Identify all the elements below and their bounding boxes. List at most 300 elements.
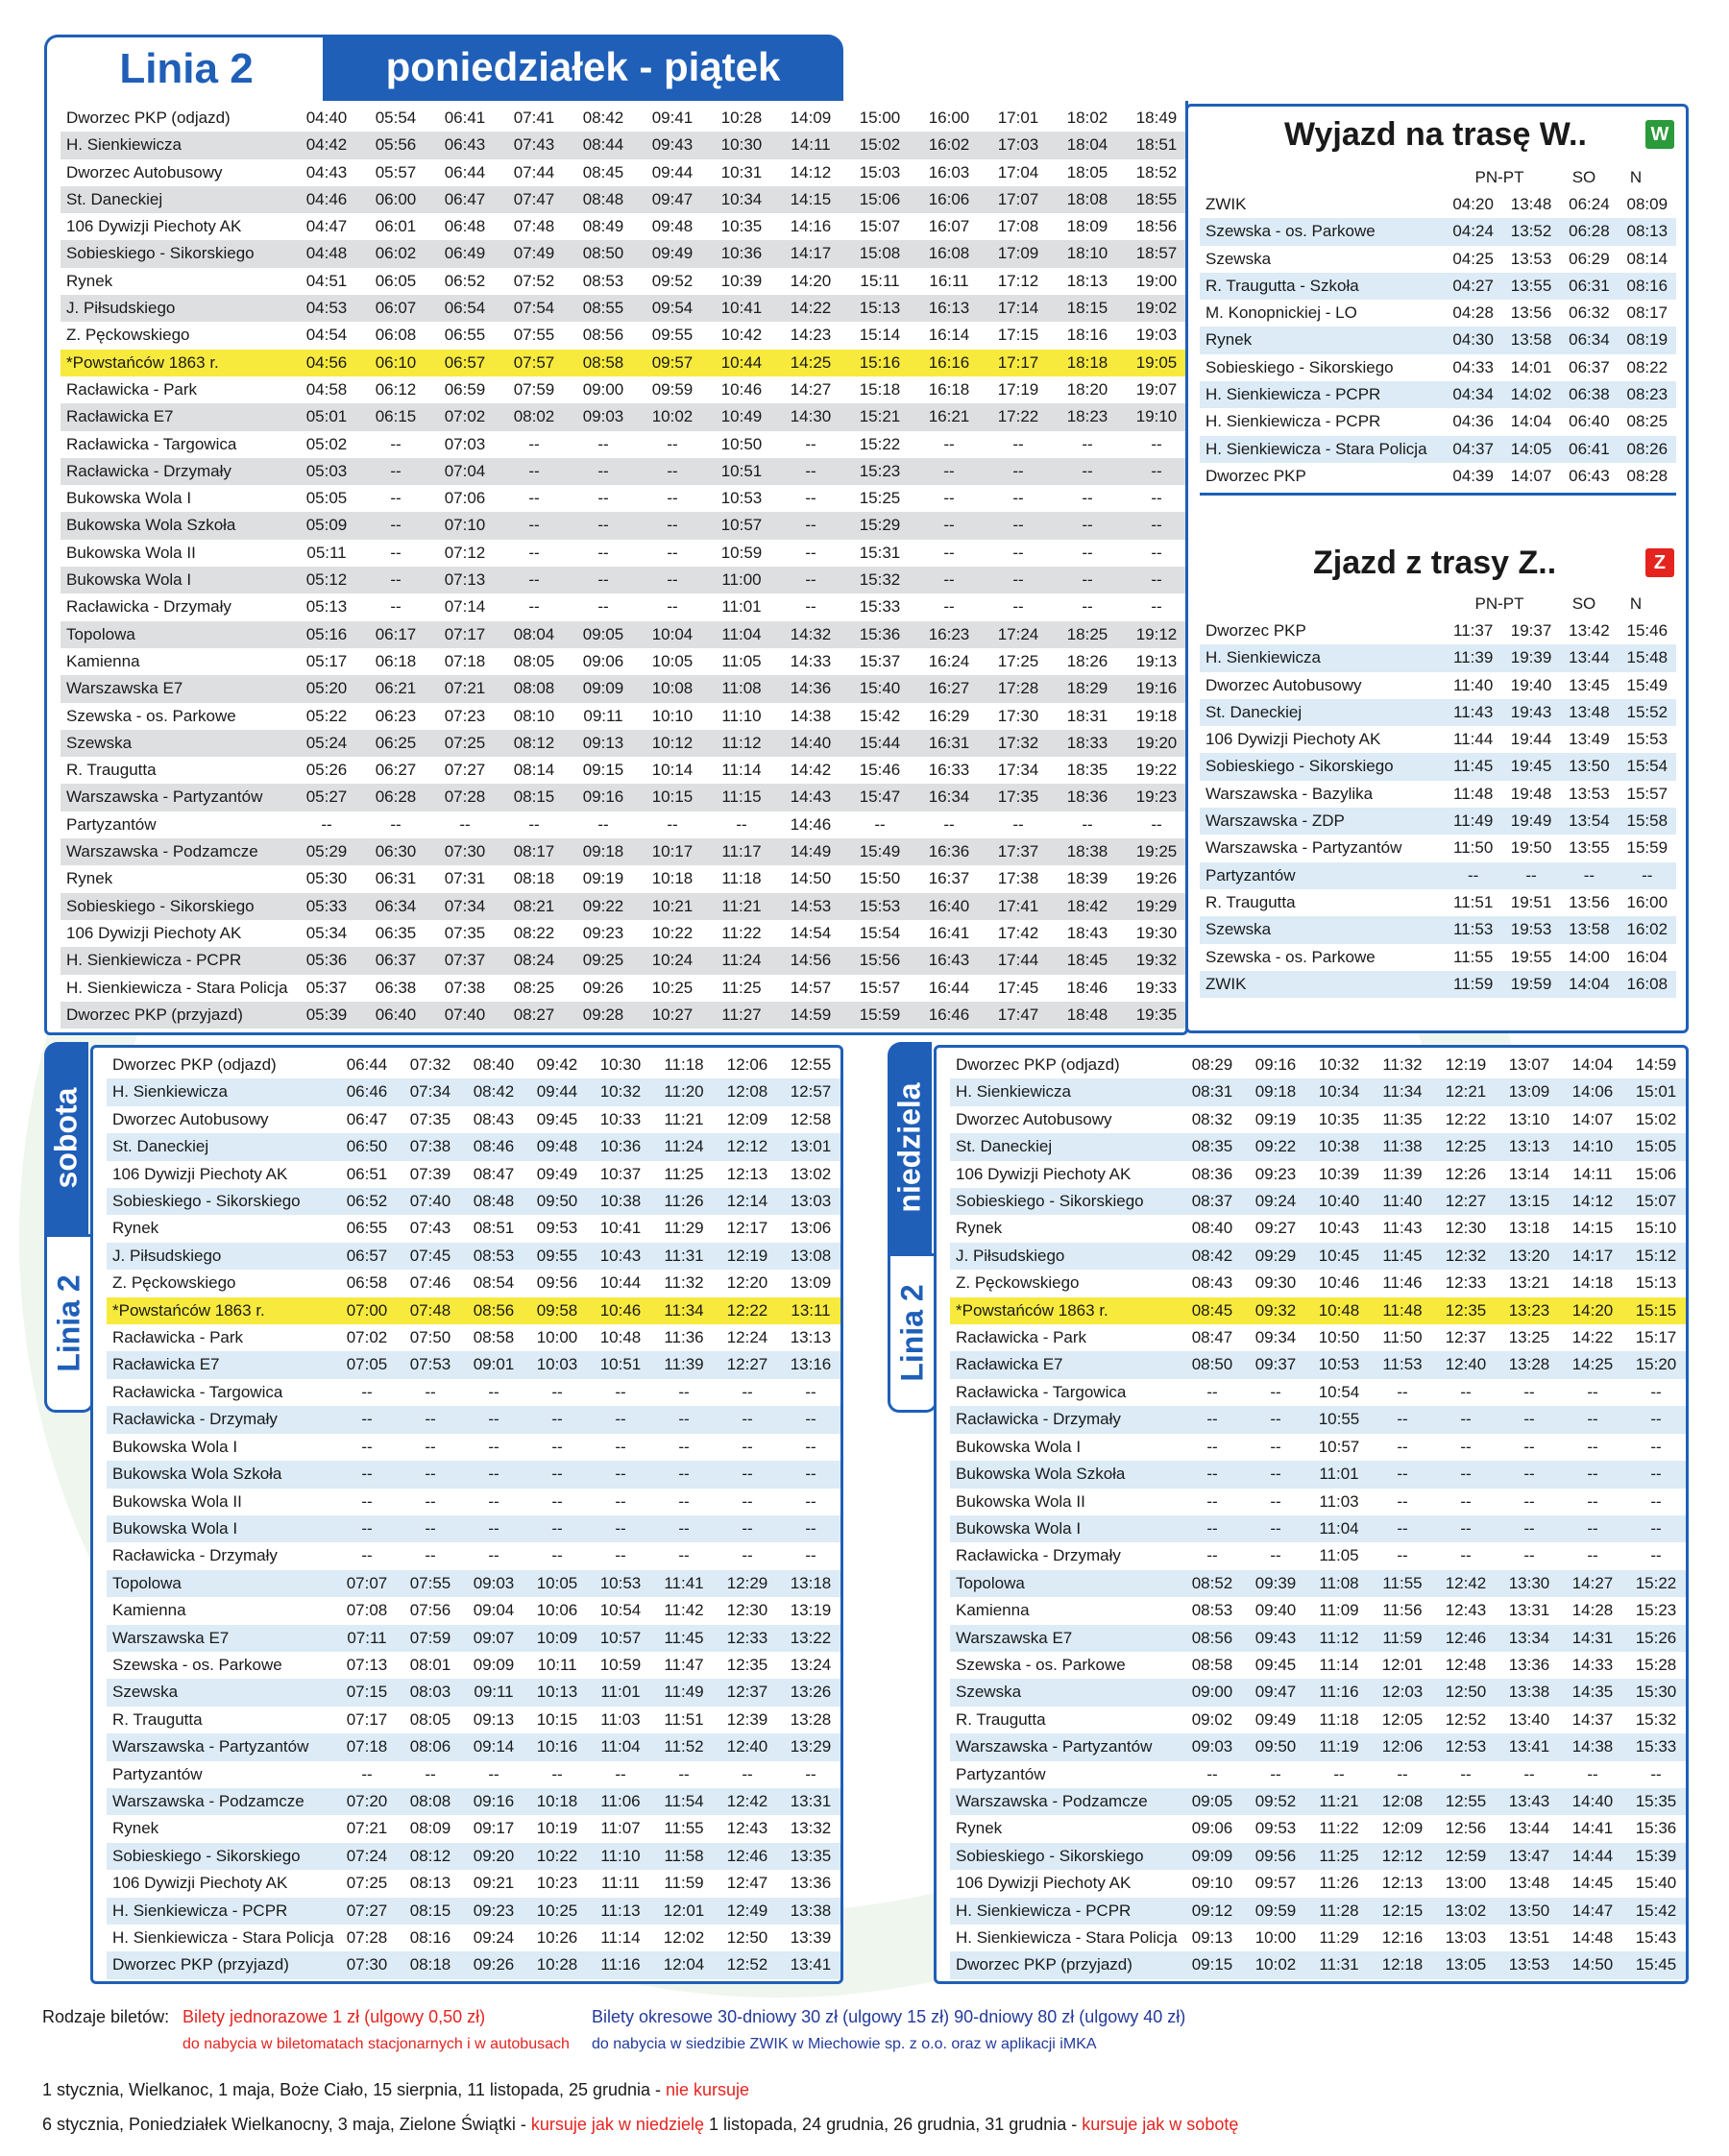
stop-name: Topolowa — [950, 1570, 1181, 1597]
departure-time: 11:49 — [1444, 808, 1501, 835]
departure-time: -- — [399, 1406, 462, 1433]
departure-time: 10:34 — [707, 186, 776, 213]
departure-time: 13:55 — [1502, 273, 1560, 300]
stop-name: St. Daneckiej — [107, 1133, 335, 1160]
departure-time: 07:55 — [399, 1570, 462, 1597]
departure-time: 07:40 — [399, 1188, 462, 1215]
departure-time: 10:19 — [525, 1815, 589, 1842]
departure-time: 11:51 — [652, 1707, 716, 1733]
table-row — [107, 1434, 842, 1461]
departure-time: 12:13 — [1371, 1870, 1434, 1897]
departure-time: 13:28 — [1498, 1351, 1561, 1378]
saturday-panel — [90, 1045, 843, 1984]
departure-time: 09:21 — [462, 1870, 525, 1897]
departure-time: 08:40 — [462, 1052, 525, 1078]
departure-time: 13:02 — [779, 1161, 842, 1188]
departure-time: -- — [589, 1406, 652, 1433]
stop-name: Racławicka E7 — [61, 403, 292, 430]
departure-time: -- — [1498, 1489, 1561, 1515]
departure-time: -- — [716, 1461, 779, 1488]
departure-time: 10:34 — [1307, 1078, 1371, 1105]
departure-time: 08:36 — [1181, 1161, 1244, 1188]
departure-time: 10:35 — [707, 213, 776, 240]
departure-time: -- — [779, 1461, 842, 1488]
departure-time: 15:48 — [1619, 644, 1676, 671]
departure-time: 12:20 — [716, 1270, 779, 1296]
departure-time: 10:35 — [1307, 1106, 1371, 1133]
departure-time: -- — [569, 812, 638, 838]
stop-name: Warszawska - Partyzantów — [107, 1733, 335, 1760]
table-row — [61, 186, 1188, 213]
departure-time: -- — [1624, 1542, 1688, 1569]
departure-time: 06:23 — [361, 703, 430, 730]
table-row — [107, 1351, 842, 1378]
departure-time: -- — [1122, 458, 1188, 485]
departure-time: 10:59 — [589, 1652, 652, 1679]
departure-time: -- — [1371, 1761, 1434, 1788]
departure-time: -- — [984, 485, 1053, 512]
table-row — [107, 1078, 842, 1105]
departure-time: 15:54 — [845, 920, 914, 947]
departure-time: 16:21 — [914, 403, 984, 430]
departure-time: 07:03 — [430, 431, 499, 458]
departure-time: 13:13 — [779, 1324, 842, 1351]
table-row — [950, 1707, 1688, 1733]
departure-time: 11:12 — [1307, 1625, 1371, 1652]
departure-time: 11:52 — [652, 1733, 716, 1760]
departure-time: 15:16 — [845, 350, 914, 376]
departure-time: 06:41 — [430, 105, 499, 132]
departure-time: 10:49 — [707, 403, 776, 430]
departure-time: 19:29 — [1122, 893, 1188, 920]
departure-time: 14:07 — [1561, 1106, 1624, 1133]
departure-time: 14:56 — [776, 947, 845, 974]
stop-name: Kamienna — [61, 648, 292, 675]
departure-time: 16:24 — [914, 648, 984, 675]
departure-time: 06:27 — [361, 757, 430, 784]
departure-time: 14:53 — [776, 893, 845, 920]
departure-time: 08:40 — [1181, 1215, 1244, 1242]
stop-name: Bukowska Wola II — [950, 1489, 1181, 1515]
departure-time: 09:17 — [462, 1815, 525, 1842]
departure-time: 10:46 — [589, 1297, 652, 1324]
departure-time: 09:15 — [569, 757, 638, 784]
stop-name: H. Sienkiewicza - Stara Policja — [107, 1925, 335, 1951]
departure-time: -- — [589, 1434, 652, 1461]
departure-time: 11:03 — [1307, 1489, 1371, 1515]
stop-name: H. Sienkiewicza - PCPR — [61, 947, 292, 974]
departure-time: -- — [1181, 1515, 1244, 1542]
departure-time: 07:59 — [399, 1625, 462, 1652]
departure-time: 15:21 — [845, 403, 914, 430]
departure-time: 07:27 — [430, 757, 499, 784]
table-row — [950, 1951, 1688, 1978]
departure-time: -- — [399, 1379, 462, 1406]
stop-name: Bukowska Wola I — [61, 567, 292, 594]
period-ticket: Bilety okresowe 30-dniowy 30 zł (ulgowy 15 zł) 90-dniowy 80 zł (ulgowy 40 zł) — [592, 2007, 1186, 2026]
departure-time: -- — [1122, 431, 1188, 458]
departure-time: 15:26 — [1624, 1625, 1688, 1652]
departure-time: -- — [845, 812, 914, 838]
departure-time: 14:35 — [1561, 1679, 1624, 1706]
departure-time: -- — [1434, 1406, 1498, 1433]
departure-time: 15:11 — [845, 268, 914, 295]
stop-name: Rynek — [61, 865, 292, 892]
wyjazd-badge: W — [1645, 120, 1674, 149]
departure-time: 07:13 — [430, 567, 499, 594]
departure-time: 17:47 — [984, 1002, 1053, 1029]
departure-time: 19:07 — [1122, 376, 1188, 403]
departure-time: 06:21 — [361, 675, 430, 702]
departure-time: 07:48 — [499, 213, 569, 240]
departure-time: 12:21 — [1434, 1078, 1498, 1105]
departure-time: 04:47 — [292, 213, 361, 240]
departure-time: 15:53 — [845, 893, 914, 920]
departure-time: 05:27 — [292, 784, 361, 811]
departure-time: 07:07 — [335, 1570, 399, 1597]
departure-time: -- — [716, 1761, 779, 1788]
stop-name: Warszawska - Partyzantów — [1200, 835, 1444, 861]
departure-time: 10:39 — [1307, 1161, 1371, 1188]
departure-time: 14:05 — [1502, 436, 1560, 463]
departure-time: 13:32 — [779, 1815, 842, 1842]
departure-time: 08:15 — [499, 784, 569, 811]
departure-time: 10:05 — [638, 648, 707, 675]
departure-time: 16:08 — [1619, 971, 1676, 998]
departure-time: -- — [1624, 1461, 1688, 1488]
single-ticket-note: do nabycia w biletomatach stacjonarnych i w autobusach — [183, 2036, 570, 2052]
departure-time: -- — [1498, 1461, 1561, 1488]
departure-time: 11:14 — [589, 1925, 652, 1951]
departure-time: 05:09 — [292, 512, 361, 539]
departure-time: 16:14 — [914, 322, 984, 349]
departure-time: 10:22 — [638, 920, 707, 947]
departure-time: 09:40 — [1244, 1597, 1307, 1624]
departure-time: 07:21 — [335, 1815, 399, 1842]
departure-time: 08:42 — [1181, 1243, 1244, 1270]
table-row — [107, 1542, 842, 1569]
saturday-tab-label: sobota — [48, 1087, 84, 1189]
departure-time: -- — [779, 1434, 842, 1461]
departure-time: 15:22 — [845, 431, 914, 458]
departure-time: -- — [335, 1434, 399, 1461]
departure-time: 18:39 — [1053, 865, 1122, 892]
table-row — [107, 1324, 842, 1351]
table-row — [107, 1733, 842, 1760]
departure-time: 13:44 — [1498, 1815, 1561, 1842]
departure-time: 11:39 — [1444, 644, 1501, 671]
departure-time: 17:03 — [984, 132, 1053, 158]
stop-name: Dworzec PKP (przyjazd) — [61, 1002, 292, 1029]
departure-time: -- — [1053, 594, 1122, 620]
single-ticket: Bilety jednorazowe 1 zł (ulgowy 0,50 zł) — [183, 2007, 486, 2026]
departure-time: 17:25 — [984, 648, 1053, 675]
departure-time: 14:11 — [776, 132, 845, 158]
table-row — [950, 1761, 1688, 1788]
departure-time: 09:23 — [569, 920, 638, 947]
departure-time: 11:38 — [1371, 1133, 1434, 1160]
departure-time: -- — [1244, 1461, 1307, 1488]
departure-time: 05:33 — [292, 893, 361, 920]
departure-time: -- — [589, 1489, 652, 1515]
departure-time: -- — [1434, 1434, 1498, 1461]
departure-time: 19:02 — [1122, 295, 1188, 322]
departure-time: 12:06 — [1371, 1733, 1434, 1760]
departure-time: -- — [1053, 567, 1122, 594]
departure-time: 05:26 — [292, 757, 361, 784]
departure-time: -- — [499, 458, 569, 485]
table-row — [107, 1161, 842, 1188]
departure-time: 05:56 — [361, 132, 430, 158]
stop-name: Rynek — [61, 268, 292, 295]
departure-time: 11:53 — [1371, 1351, 1434, 1378]
departure-time: 11:10 — [707, 703, 776, 730]
departure-time: 13:24 — [779, 1652, 842, 1679]
zjazd-col-pnpt: PN-PT — [1474, 594, 1524, 613]
departure-time: -- — [652, 1434, 716, 1461]
departure-time: 12:33 — [1434, 1270, 1498, 1296]
departure-time: 10:43 — [589, 1243, 652, 1270]
departure-time: 12:37 — [1434, 1324, 1498, 1351]
departure-time: 04:43 — [292, 159, 361, 186]
departure-time: 04:27 — [1444, 273, 1501, 300]
departure-time: 06:50 — [335, 1133, 399, 1160]
departure-time: 07:24 — [335, 1843, 399, 1870]
departure-time: 08:05 — [499, 648, 569, 675]
departure-time: -- — [707, 812, 776, 838]
zjazd-title: Zjazd z trasy Z.. — [1313, 545, 1557, 581]
table-row — [61, 838, 1188, 865]
departure-time: 04:34 — [1444, 381, 1501, 408]
departure-time: 10:53 — [589, 1570, 652, 1597]
departure-time: 16:03 — [914, 159, 984, 186]
departure-time: 09:56 — [1244, 1843, 1307, 1870]
departure-time: 08:10 — [499, 703, 569, 730]
departure-time: 13:55 — [1560, 835, 1618, 861]
stop-name: Racławicka - Drzymały — [107, 1406, 335, 1433]
stop-name: 106 Dywizji Piechoty AK — [950, 1161, 1181, 1188]
stop-name: Racławicka - Drzymały — [107, 1542, 335, 1569]
departure-time: -- — [430, 812, 499, 838]
departure-time: 11:27 — [707, 1002, 776, 1029]
table-row — [61, 240, 1188, 267]
departure-time: 08:08 — [399, 1788, 462, 1815]
departure-time: 07:30 — [335, 1951, 399, 1978]
departure-time: 09:10 — [1181, 1870, 1244, 1897]
departure-time: 10:09 — [525, 1625, 589, 1652]
departure-time: 13:31 — [1498, 1597, 1561, 1624]
departure-time: 10:06 — [525, 1597, 589, 1624]
stop-name: Kamienna — [107, 1597, 335, 1624]
departure-time: 19:45 — [1502, 753, 1560, 780]
departure-time: -- — [1624, 1379, 1688, 1406]
departure-time: 17:45 — [984, 975, 1053, 1002]
departure-time: -- — [335, 1406, 399, 1433]
departure-time: 19:30 — [1122, 920, 1188, 947]
departure-time: 12:06 — [716, 1052, 779, 1078]
departure-time: 16:37 — [914, 865, 984, 892]
departure-time: 09:32 — [1244, 1297, 1307, 1324]
departure-time: 07:43 — [399, 1215, 462, 1242]
departure-time: 13:48 — [1560, 699, 1618, 726]
stop-name: Warszawska - Podzamcze — [107, 1788, 335, 1815]
departure-time: 12:16 — [1371, 1925, 1434, 1951]
departure-time: 15:33 — [845, 594, 914, 620]
departure-time: 06:47 — [430, 186, 499, 213]
table-row — [950, 1106, 1688, 1133]
zjazd-badge: Z — [1645, 548, 1674, 577]
departure-time: 14:45 — [1561, 1870, 1624, 1897]
departure-time: 06:08 — [361, 322, 430, 349]
departure-time: 13:05 — [1434, 1951, 1498, 1978]
weekday-timetable-panel — [44, 101, 1188, 1035]
departure-time: 09:12 — [1181, 1898, 1244, 1925]
departure-time: 12:04 — [652, 1951, 716, 1978]
departure-time: 11:37 — [1444, 618, 1501, 644]
stop-name: Bukowska Wola Szkoła — [61, 512, 292, 539]
departure-time: 18:10 — [1053, 240, 1122, 267]
departure-time: 08:13 — [399, 1870, 462, 1897]
departure-time: 14:22 — [1561, 1324, 1624, 1351]
departure-time: -- — [1371, 1542, 1434, 1569]
departure-time: 11:40 — [1371, 1188, 1434, 1215]
departure-time: 10:13 — [525, 1679, 589, 1706]
departure-time: 07:25 — [430, 730, 499, 757]
departure-time: 16:36 — [914, 838, 984, 865]
departure-time: 15:57 — [845, 975, 914, 1002]
departure-time: -- — [779, 1761, 842, 1788]
table-row — [61, 268, 1188, 295]
departure-time: 08:25 — [499, 975, 569, 1002]
departure-time: 09:13 — [569, 730, 638, 757]
departure-time: -- — [1371, 1515, 1434, 1542]
departure-time: 18:20 — [1053, 376, 1122, 403]
departure-time: 09:55 — [638, 322, 707, 349]
departure-time: 05:11 — [292, 540, 361, 567]
departure-time: 11:05 — [1307, 1542, 1371, 1569]
departure-time: -- — [1122, 594, 1188, 620]
departure-time: -- — [1371, 1406, 1434, 1433]
departure-time: 13:31 — [779, 1788, 842, 1815]
departure-time: 07:56 — [399, 1597, 462, 1624]
table-row — [950, 1461, 1688, 1488]
departure-time: 10:31 — [707, 159, 776, 186]
departure-time: 08:45 — [1181, 1297, 1244, 1324]
stop-name: Sobieskiego - Sikorskiego — [107, 1843, 335, 1870]
departure-time: -- — [716, 1434, 779, 1461]
departure-time: 09:00 — [569, 376, 638, 403]
wyjazd-timetable — [1200, 191, 1676, 490]
departure-time: 10:18 — [525, 1788, 589, 1815]
departure-time: 09:06 — [1181, 1815, 1244, 1842]
departure-time: 14:04 — [1560, 971, 1618, 998]
departure-time: -- — [1498, 1379, 1561, 1406]
departure-time: 14:48 — [1561, 1925, 1624, 1951]
table-row — [61, 947, 1188, 974]
departure-time: 08:29 — [1181, 1052, 1244, 1078]
departure-time: 07:28 — [430, 784, 499, 811]
departure-time: 12:48 — [1434, 1652, 1498, 1679]
stop-name: Warszawska - Partyzantów — [61, 784, 292, 811]
departure-time: 07:28 — [335, 1925, 399, 1951]
departure-time: 06:10 — [361, 350, 430, 376]
departure-time: 08:50 — [1181, 1351, 1244, 1378]
departure-time: -- — [399, 1461, 462, 1488]
departure-time: -- — [292, 812, 361, 838]
departure-time: -- — [776, 567, 845, 594]
departure-time: 09:42 — [525, 1052, 589, 1078]
departure-time: 16:43 — [914, 947, 984, 974]
departure-time: 14:46 — [776, 812, 845, 838]
stop-name: Partyzantów — [1200, 862, 1444, 889]
departure-time: 10:02 — [1244, 1951, 1307, 1978]
departure-time: 04:46 — [292, 186, 361, 213]
departure-time: -- — [399, 1489, 462, 1515]
departure-time: 11:59 — [652, 1870, 716, 1897]
departure-time: 15:42 — [1624, 1898, 1688, 1925]
stop-name: J. Piłsudskiego — [107, 1243, 335, 1270]
departure-time: 13:49 — [1560, 726, 1618, 753]
departure-time: 11:24 — [707, 947, 776, 974]
departure-time: 19:51 — [1502, 889, 1560, 916]
departure-time: -- — [361, 485, 430, 512]
table-row — [61, 540, 1188, 567]
departure-time: 19:35 — [1122, 1002, 1188, 1029]
departure-time: 12:09 — [1371, 1815, 1434, 1842]
stop-name: Racławicka - Targowica — [107, 1379, 335, 1406]
departure-time: 14:06 — [1561, 1078, 1624, 1105]
departure-time: -- — [1561, 1406, 1624, 1433]
departure-time: 16:27 — [914, 675, 984, 702]
departure-time: 13:18 — [1498, 1215, 1561, 1242]
table-row — [1200, 753, 1676, 780]
departure-time: 15:40 — [1624, 1870, 1688, 1897]
departure-time: 09:13 — [1181, 1925, 1244, 1951]
departure-time: 08:48 — [569, 186, 638, 213]
departure-time: 05:57 — [361, 159, 430, 186]
table-row — [1200, 246, 1676, 273]
departure-time: 08:58 — [569, 350, 638, 376]
departure-time: 10:17 — [638, 838, 707, 865]
departure-time: 04:36 — [1444, 408, 1501, 435]
departure-time: 11:40 — [1444, 672, 1501, 699]
departure-time: 15:45 — [1624, 1951, 1688, 1978]
departure-time: -- — [335, 1489, 399, 1515]
departure-time: 11:14 — [707, 757, 776, 784]
departure-time: 17:35 — [984, 784, 1053, 811]
departure-time: -- — [399, 1761, 462, 1788]
departure-time: 17:32 — [984, 730, 1053, 757]
table-row — [1200, 354, 1676, 381]
departure-time: 10:57 — [707, 512, 776, 539]
departure-time: 09:26 — [569, 975, 638, 1002]
departure-time: -- — [1181, 1542, 1244, 1569]
departure-time: 09:48 — [638, 213, 707, 240]
departure-time: 16:23 — [914, 621, 984, 648]
departure-time: 04:58 — [292, 376, 361, 403]
departure-time: 07:27 — [335, 1898, 399, 1925]
departure-time: 12:26 — [1434, 1161, 1498, 1188]
departure-time: 08:05 — [399, 1707, 462, 1733]
departure-time: 13:41 — [1498, 1733, 1561, 1760]
stop-name: Bukowska Wola II — [61, 540, 292, 567]
departure-time: 14:28 — [1561, 1597, 1624, 1624]
departure-time: 10:41 — [589, 1215, 652, 1242]
departure-time: 12:42 — [716, 1788, 779, 1815]
departure-time: 05:34 — [292, 920, 361, 947]
departure-time: 11:59 — [1444, 971, 1501, 998]
departure-time: 10:55 — [1307, 1406, 1371, 1433]
